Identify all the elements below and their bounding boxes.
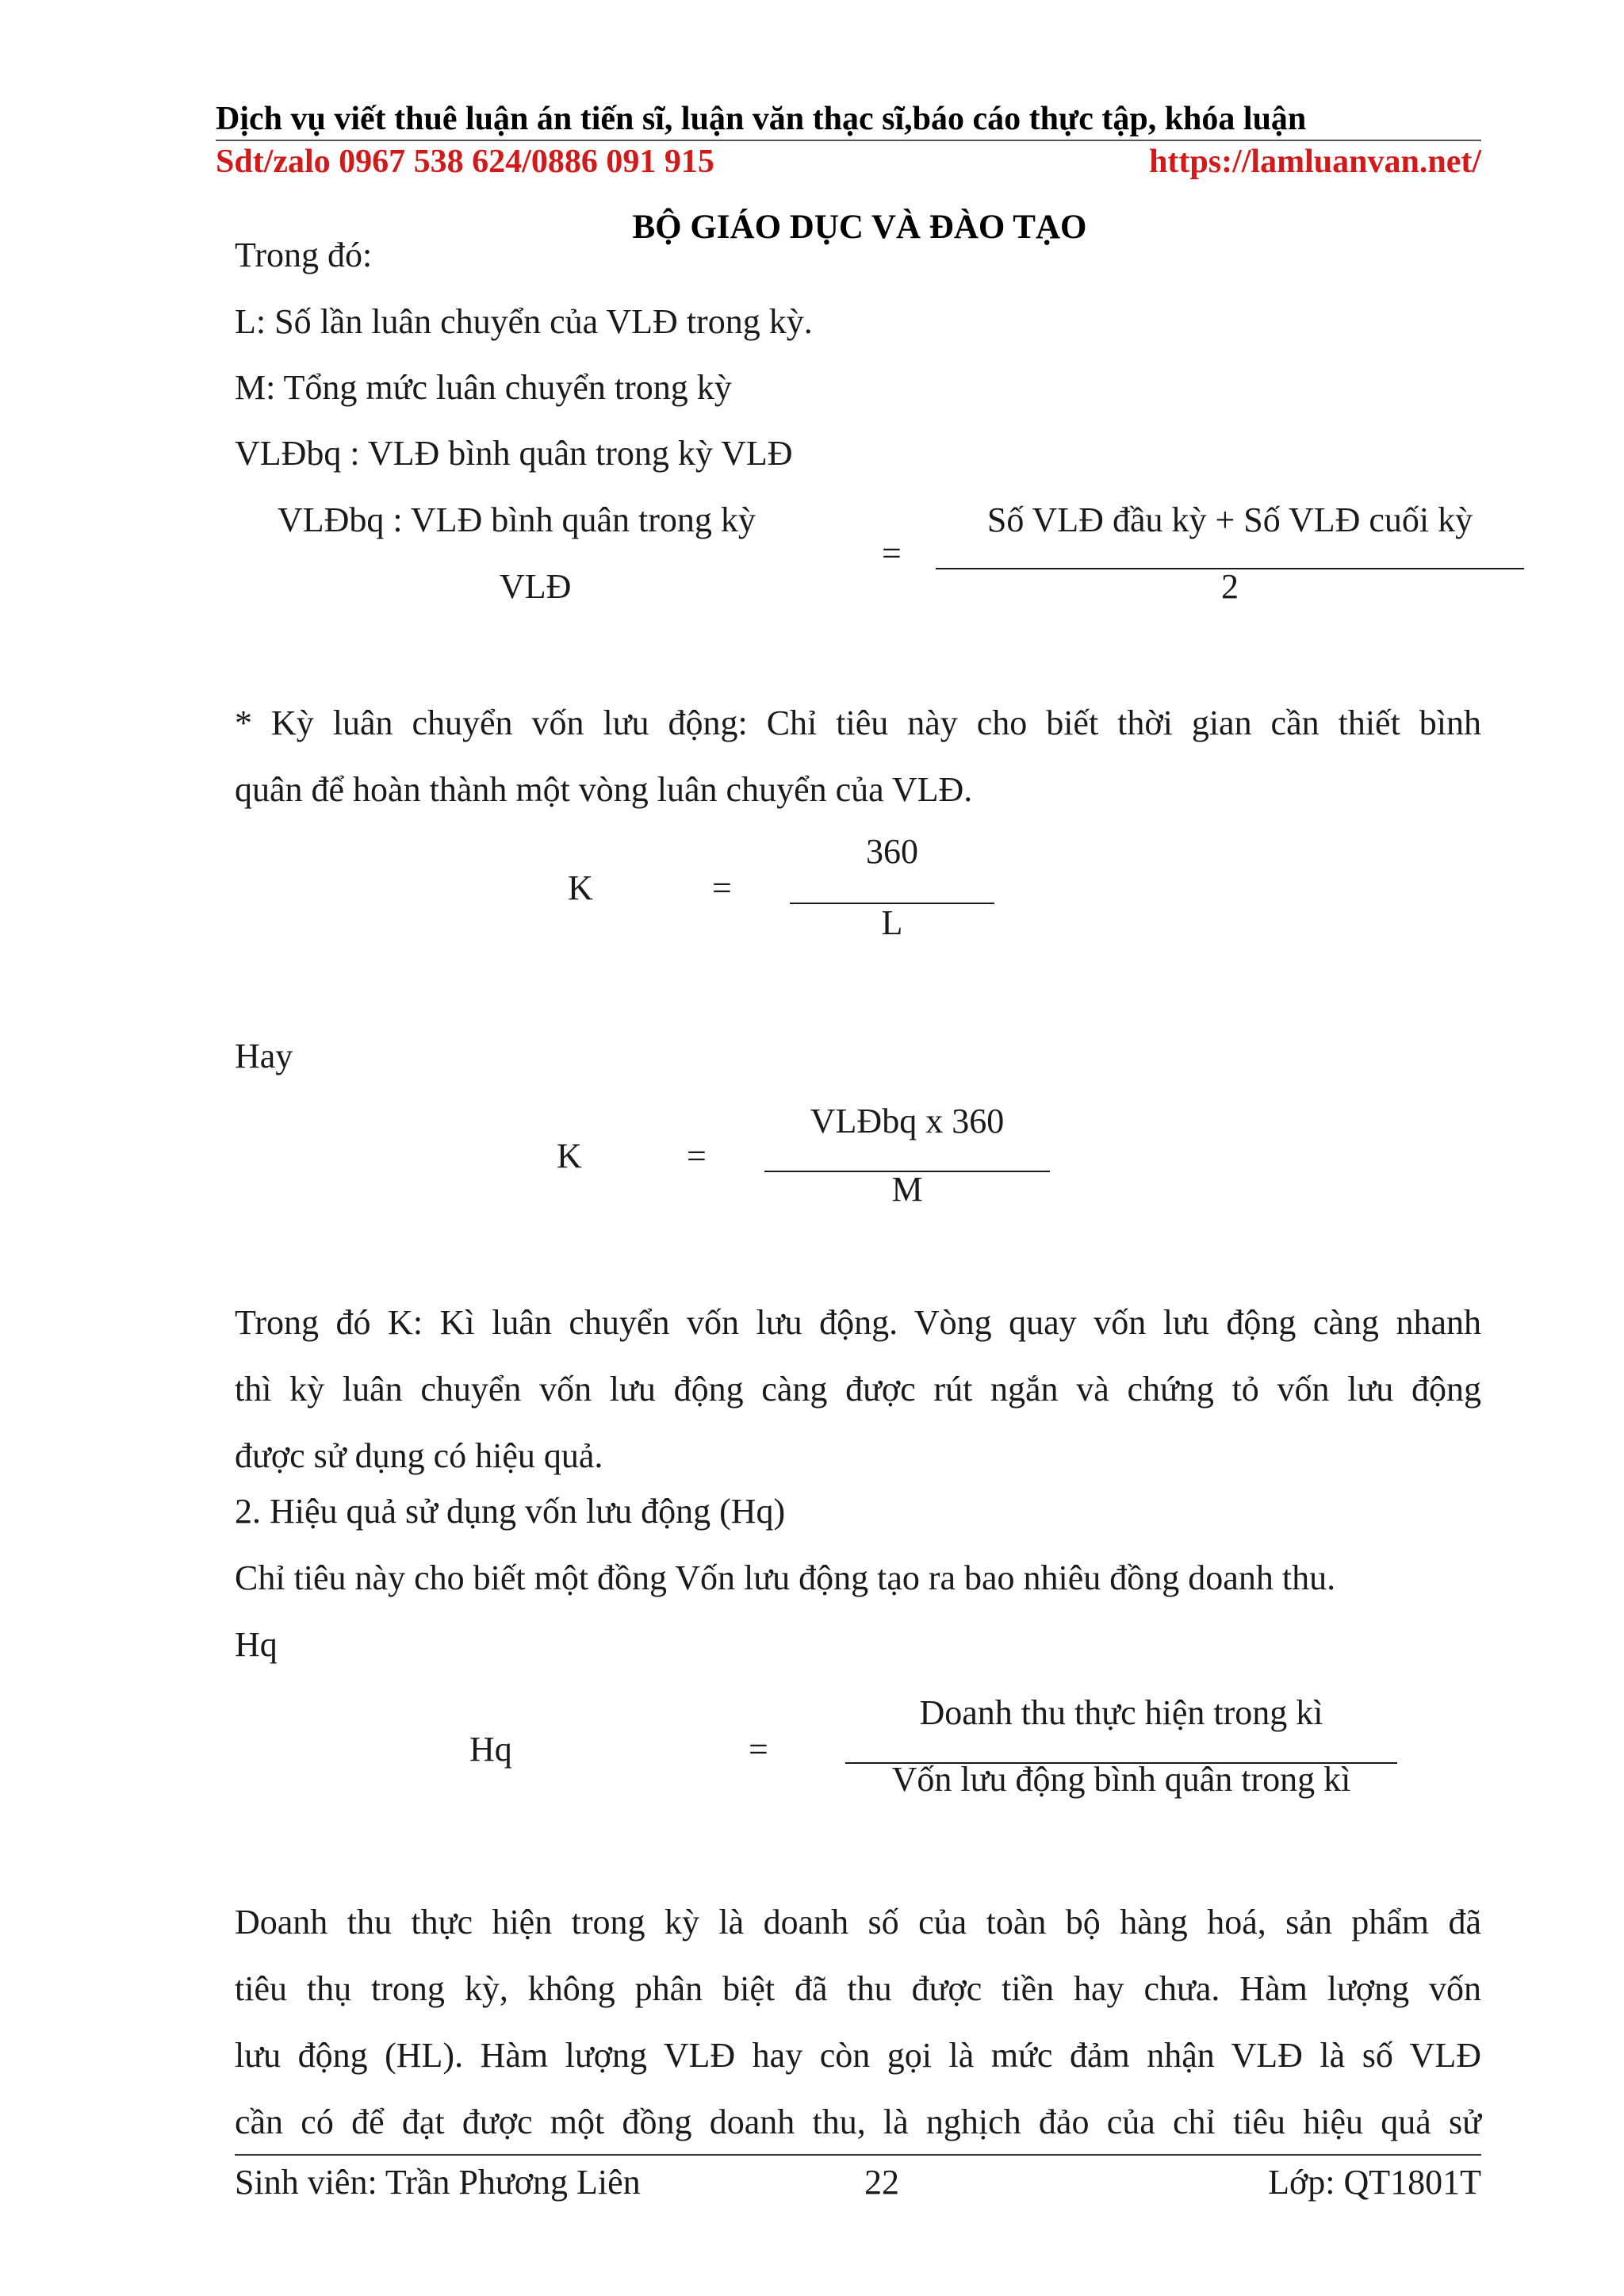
formula-vldbq-equals: = bbox=[882, 534, 902, 573]
formula-hq-numerator: Doanh thu thực hiện trong kì bbox=[919, 1693, 1323, 1732]
formula-vldbq-denominator: 2 bbox=[1221, 567, 1239, 606]
turnover-line-1: * Kỳ luân chuyển vốn lưu động: Chỉ tiêu này cho biết thời gian cần thiết bình bbox=[235, 703, 1481, 742]
formula-k-basic-lhs: K bbox=[568, 868, 593, 907]
hq-label: Hq bbox=[235, 1625, 278, 1664]
contact-phone: Sdt/zalo 0967 538 624/0886 091 915 bbox=[216, 144, 714, 180]
website-link[interactable]: https://lamluanvan.net/ bbox=[1149, 144, 1481, 180]
formula-k-alt-numerator: VLĐbq x 360 bbox=[810, 1102, 1005, 1140]
formula-hq-equals: = bbox=[749, 1730, 768, 1769]
header-divider bbox=[216, 140, 1481, 141]
revenue-paragraph bbox=[235, 1889, 1481, 2156]
footer-divider bbox=[235, 2154, 1481, 2156]
formula-k-alt-lhs: K bbox=[557, 1137, 582, 1175]
formula-k-basic-numerator: 360 bbox=[866, 832, 918, 871]
definition-M: M: Tổng mức luân chuyển trong kỳ bbox=[235, 368, 732, 407]
footer-page-number: 22 bbox=[864, 2163, 899, 2202]
k-explanation-line-2: thì kỳ luân chuyển vốn lưu động càng được rút ngắn và chứng tỏ vốn lưu động bbox=[235, 1370, 1481, 1409]
section-2-title: 2. Hiệu quả sử dụng vốn lưu động (Hq) bbox=[235, 1492, 786, 1531]
revenue-line-2: tiêu thụ trong kỳ, không phân biệt đã thu được tiền hay chưa. Hàm lượng vốn bbox=[235, 1969, 1481, 2008]
k-explanation-paragraph bbox=[235, 1290, 1481, 1489]
definition-L: L: Số lần luân chuyển của VLĐ trong kỳ. bbox=[235, 302, 813, 341]
section-2-description: Chỉ tiêu này cho biết một đồng Vốn lưu động tạo ra bao nhiêu đồng doanh thu. bbox=[235, 1558, 1336, 1597]
formula-vldbq-numerator: Số VLĐ đầu kỳ + Số VLĐ cuối kỳ bbox=[986, 500, 1473, 539]
revenue-line-3: lưu động (HL). Hàm lượng VLĐ hay còn gọi là mức đảm nhận VLĐ là số VLĐ bbox=[235, 2036, 1481, 2075]
revenue-line-4: cần có để đạt được một đồng doanh thu, là nghịch đảo của chỉ tiêu hiệu quả sử bbox=[235, 2102, 1481, 2141]
or-text: Hay bbox=[235, 1037, 293, 1075]
k-explanation-line-3: được sử dụng có hiệu quả. bbox=[235, 1436, 603, 1475]
formula-k-alt-equals: = bbox=[687, 1137, 707, 1175]
service-banner: Dịch vụ viết thuê luận án tiến sĩ, luận văn thạc sĩ,báo cáo thực tập, khóa luận bbox=[216, 101, 1307, 137]
k-explanation-line-1: Trong đó K: Kì luân chuyển vốn lưu động. Vòng quay vốn lưu động càng nhanh bbox=[235, 1303, 1481, 1342]
formula-k-basic-equals: = bbox=[712, 868, 732, 907]
formula-k-basic-denominator: L bbox=[881, 903, 903, 942]
where-intro: Trong đó: bbox=[235, 236, 373, 274]
footer-class: Lớp: QT1801T bbox=[1268, 2163, 1481, 2202]
definition-VLDbq: VLĐbq : VLĐ bình quân trong kỳ VLĐ bbox=[235, 434, 793, 473]
revenue-line-1: Doanh thu thực hiện trong kỳ là doanh số của toàn bộ hàng hoá, sản phẩm đã bbox=[235, 1903, 1481, 1941]
formula-k-alt-denominator: M bbox=[891, 1170, 923, 1209]
formula-vldbq-lhs-line2: VLĐ bbox=[500, 567, 572, 606]
footer-student: Sinh viên: Trần Phương Liên bbox=[235, 2163, 641, 2202]
formula-vldbq-lhs-line1: VLĐbq : VLĐ bình quân trong kỳ bbox=[278, 500, 756, 539]
formula-hq-lhs: Hq bbox=[469, 1730, 512, 1769]
formula-hq-denominator: Vốn lưu động bình quân trong kì bbox=[891, 1760, 1351, 1799]
turnover-period-paragraph bbox=[235, 690, 1481, 823]
ministry-heading: BỘ GIÁO DỤC VÀ ĐÀO TẠO bbox=[632, 209, 1087, 246]
turnover-line-2: quân để hoàn thành một vòng luân chuyển của VLĐ. bbox=[235, 770, 973, 809]
